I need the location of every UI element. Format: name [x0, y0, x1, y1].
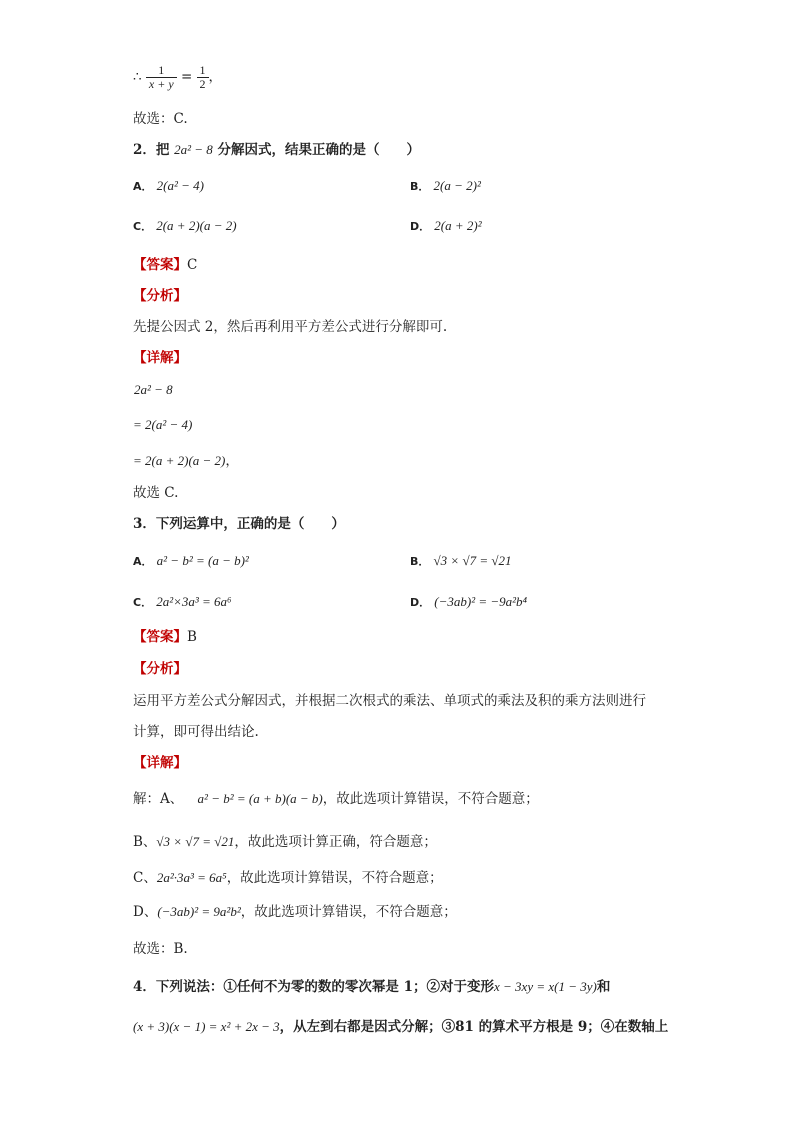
q3-analysis-line2: 计算，即可得出结论.: [133, 724, 259, 740]
q3-detail-c: C、2a²·3a³ = 6a⁵，故此选项计算错误，不符合题意；: [133, 870, 443, 886]
q2-stem: 2．把 2a² − 8 分解因式，结果正确的是（ ）: [133, 142, 420, 158]
q3-analysis-line1: 运用平方差公式分解因式，并根据二次根式的乘法、单项式的乘法及积的乘方法则进行: [133, 693, 646, 709]
q3-option-b: B． √3 × √7 = √21: [410, 553, 512, 568]
q2-step-2: = 2(a² − 4): [133, 417, 193, 432]
q2-option-a: A． 2(a² − 4): [133, 178, 204, 193]
q3-detail-b: B、√3 × √7 = √21，故此选项计算正确，符合题意；: [133, 834, 437, 850]
fraction-lhs: $\frac{1}{x + y}$: [146, 64, 177, 91]
q3-analysis-tag: 【分析】: [133, 661, 187, 677]
q4-stem-line1: 4．下列说法：①任何不为零的数的零次幂是 1；②对于变形x − 3xy = x(1 − 3y)和: [133, 979, 611, 995]
q2-answer: 【答案】C: [133, 257, 198, 273]
q3-detail-a: 解：A、 a² − b² = (a + b)(a − b)，故此选项计算错误，不符合题意；: [133, 791, 539, 807]
therefore-symbol: ∴: [133, 69, 142, 85]
q3-option-a: A． a² − b² = (a − b)²: [133, 553, 249, 568]
q3-option-c: C． 2a²×3a³ = 6a⁶: [133, 594, 232, 609]
q2-option-c: C． 2(a + 2)(a − 2): [133, 218, 237, 233]
fraction-rhs: $\frac{1}{2}$: [197, 64, 209, 91]
q3-option-d: D． (−3ab)² = −9a²b⁴: [410, 594, 528, 609]
q4-stem-line2: (x + 3)(x − 1) = x² + 2x − 3，从左到右都是因式分解；③81 的算术平方根是 9；④在数轴上: [133, 1019, 669, 1035]
q3-detail-d: D、(−3ab)² = 9a²b²，故此选项计算错误，不符合题意；: [133, 904, 457, 920]
q3-choose: 故选：B.: [133, 941, 188, 957]
q2-detail-tag: 【详解】: [133, 350, 187, 366]
q2-option-d: D． 2(a + 2)²: [410, 218, 482, 233]
q2-analysis-tag: 【分析】: [133, 288, 187, 304]
q3-answer: 【答案】B: [133, 629, 197, 645]
q2-analysis: 先提公因式 2，然后再利用平方差公式进行分解即可.: [133, 319, 448, 335]
q3-detail-tag: 【详解】: [133, 755, 187, 771]
q3-stem: 3．下列运算中，正确的是（ ）: [133, 516, 345, 532]
q1-choose: 故选：C.: [133, 111, 188, 127]
q2-step-3: = 2(a + 2)(a − 2)，: [133, 453, 239, 469]
q2-step-1: 2a² − 8: [134, 382, 173, 397]
q2-choose: 故选 C.: [133, 485, 179, 501]
q2-option-b: B． 2(a − 2)²: [410, 178, 481, 193]
q1-conclusion: ∴ $\frac{1}{x + y}$ = $\frac{1}{2}$ ，: [133, 63, 223, 91]
